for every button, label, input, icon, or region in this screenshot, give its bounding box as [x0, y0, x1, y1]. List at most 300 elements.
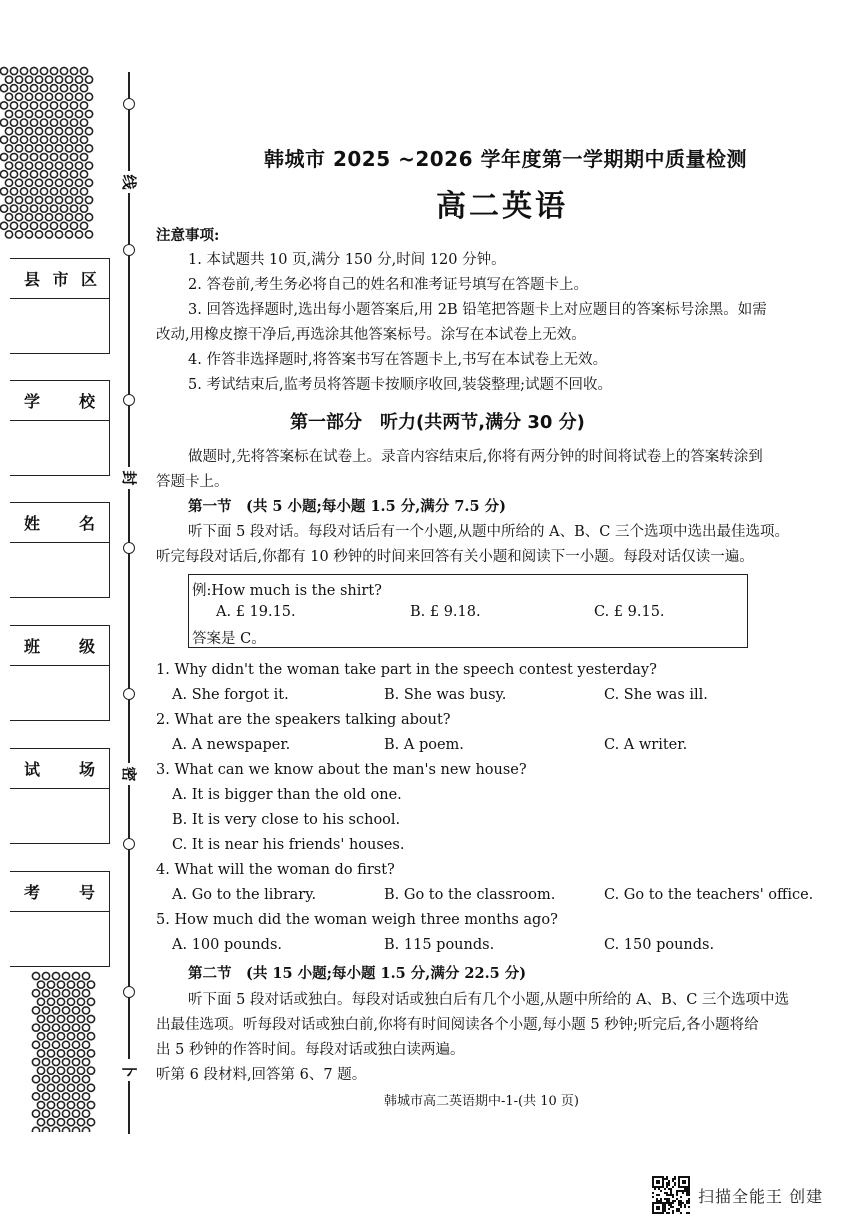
dot-mark	[45, 196, 52, 203]
dot-mark	[82, 972, 89, 979]
dot-mark	[82, 990, 89, 997]
dot-mark	[80, 222, 87, 229]
field-box[interactable]	[10, 789, 109, 843]
dot-mark	[72, 1110, 79, 1117]
dot-mark	[35, 162, 42, 169]
dot-mark	[5, 76, 12, 83]
dot-mark	[75, 179, 82, 186]
dot-mark	[35, 93, 42, 100]
dot-mark	[87, 1033, 94, 1040]
dot-mark	[80, 153, 87, 160]
dot-mark	[80, 67, 87, 74]
dot-mark	[30, 171, 37, 178]
dot-mark	[75, 214, 82, 221]
dot-mark	[67, 1067, 74, 1074]
dot-mark	[67, 1033, 74, 1040]
dot-mark	[65, 196, 72, 203]
dot-mark	[30, 85, 37, 92]
dot-mark	[35, 110, 42, 117]
dot-mark	[35, 76, 42, 83]
dot-mark	[0, 102, 7, 109]
binding-circle-icon	[123, 542, 135, 554]
dot-mark	[70, 188, 77, 195]
dot-mark	[72, 1058, 79, 1065]
dot-mark	[47, 998, 54, 1005]
dot-mark	[52, 990, 59, 997]
dot-mark	[52, 1093, 59, 1100]
dot-mark	[60, 102, 67, 109]
dot-mark	[25, 93, 32, 100]
dot-mark	[20, 171, 27, 178]
dot-mark	[85, 196, 92, 203]
dot-mark	[20, 136, 27, 143]
dot-mark	[10, 136, 17, 143]
dot-mark	[60, 205, 67, 212]
dot-mark	[77, 1033, 84, 1040]
dot-mark	[75, 93, 82, 100]
dot-mark	[50, 136, 57, 143]
dot-mark	[37, 1084, 44, 1091]
notice-item: 4. 作答非选择题时,将答案书写在答题卡上,书写在本试卷上无效。	[188, 352, 608, 368]
dot-mark	[32, 990, 39, 997]
dot-mark	[57, 1067, 64, 1074]
dot-mark	[62, 1058, 69, 1065]
dot-mark	[85, 128, 92, 135]
dot-mark	[15, 110, 22, 117]
dot-mark	[65, 162, 72, 169]
dot-mark	[72, 1007, 79, 1014]
option-b: B. She was busy.	[384, 687, 507, 703]
binding-char: 密	[117, 763, 141, 785]
dot-mark	[50, 67, 57, 74]
dot-mark	[10, 102, 17, 109]
option-b: B. 115 pounds.	[384, 937, 495, 953]
dot-mark	[42, 972, 49, 979]
dot-mark	[40, 171, 47, 178]
dot-mark	[35, 231, 42, 238]
section1-desc: 听下面 5 段对话。每段对话后有一个小题,从题中所给的 A、B、C 三个选项中选出最佳选项。	[188, 524, 789, 540]
section1-desc: 听完每段对话后,你都有 10 秒钟的时间来回答有关小题和阅读下一小题。每段对话仅读一遍。	[156, 549, 754, 565]
dot-mark	[67, 1119, 74, 1126]
question-text: 4. What will the woman do first?	[156, 862, 395, 878]
section1-title: 第一节 (共 5 小题;每小题 1.5 分,满分 7.5 分)	[188, 498, 506, 515]
example-option: A. £ 19.15.	[216, 604, 296, 620]
dot-mark	[70, 119, 77, 126]
dot-mark	[47, 1101, 54, 1108]
dot-mark	[0, 222, 7, 229]
dot-mark	[57, 1084, 64, 1091]
dot-mark	[0, 85, 7, 92]
dot-mark	[55, 196, 62, 203]
dot-mark	[50, 153, 57, 160]
dot-mark	[37, 998, 44, 1005]
dot-mark	[10, 205, 17, 212]
dot-mark	[72, 1093, 79, 1100]
dot-mark	[15, 179, 22, 186]
dot-mark	[87, 1084, 94, 1091]
dot-mark	[10, 188, 17, 195]
dot-pattern-top	[0, 66, 110, 241]
field-label: 名	[78, 514, 95, 533]
dot-mark	[82, 1076, 89, 1083]
dot-mark	[72, 1076, 79, 1083]
notice-item: 1. 本试题共 10 页,满分 150 分,时间 120 分钟。	[188, 252, 506, 268]
dot-mark	[50, 85, 57, 92]
dot-mark	[57, 981, 64, 988]
dot-mark	[15, 93, 22, 100]
dot-mark	[47, 1067, 54, 1074]
binding-char: 封	[117, 467, 141, 489]
option-c: C. 150 pounds.	[604, 937, 715, 953]
dot-mark	[40, 222, 47, 229]
dot-mark	[32, 1007, 39, 1014]
dot-mark	[37, 1033, 44, 1040]
dot-mark	[37, 1015, 44, 1022]
page-footer: 韩城市高二英语期中-1-(共 10 页)	[384, 1094, 580, 1109]
dot-mark	[77, 998, 84, 1005]
dot-mark	[72, 1024, 79, 1031]
dot-mark	[10, 67, 17, 74]
dot-mark	[35, 145, 42, 152]
dot-mark	[32, 1024, 39, 1031]
field-class	[10, 625, 110, 721]
dot-mark	[37, 981, 44, 988]
section2-desc: 出 5 秒钟的作答时间。每段对话或独白读两遍。	[156, 1042, 465, 1058]
dot-mark	[25, 196, 32, 203]
dot-mark	[20, 153, 27, 160]
dot-mark	[15, 145, 22, 152]
field-box[interactable]	[10, 666, 109, 720]
dot-mark	[70, 136, 77, 143]
field-box[interactable]	[10, 421, 109, 475]
dot-mark	[75, 162, 82, 169]
dot-mark	[45, 145, 52, 152]
dot-mark	[15, 231, 22, 238]
dot-mark	[62, 1127, 69, 1132]
dot-mark	[10, 85, 17, 92]
dot-mark	[20, 188, 27, 195]
dot-mark	[60, 153, 67, 160]
field-exam-number	[10, 871, 110, 967]
dot-mark	[67, 1050, 74, 1057]
dot-mark	[52, 1041, 59, 1048]
dot-mark	[25, 110, 32, 117]
dot-mark	[15, 76, 22, 83]
dot-mark	[52, 1007, 59, 1014]
option-a: A. She forgot it.	[172, 687, 289, 703]
dot-mark	[77, 1015, 84, 1022]
dot-mark	[70, 171, 77, 178]
dot-mark	[72, 1127, 79, 1132]
option-b: B. A poem.	[384, 737, 464, 753]
dot-mark	[67, 1101, 74, 1108]
option-c: C. It is near his friends' houses.	[172, 837, 405, 853]
field-label: 试	[24, 760, 41, 779]
dot-mark	[80, 171, 87, 178]
dot-mark	[5, 196, 12, 203]
dot-mark	[67, 981, 74, 988]
dot-mark	[55, 179, 62, 186]
option-a: A. It is bigger than the old one.	[172, 787, 402, 803]
dot-mark	[60, 85, 67, 92]
dot-mark	[60, 171, 67, 178]
dot-mark	[45, 76, 52, 83]
dot-mark	[70, 102, 77, 109]
dot-mark	[62, 1093, 69, 1100]
binding-circle-icon	[123, 688, 135, 700]
field-county	[10, 258, 110, 354]
dot-mark	[70, 67, 77, 74]
dot-mark	[5, 145, 12, 152]
dot-mark	[5, 214, 12, 221]
field-label: 学	[24, 392, 41, 411]
dot-mark	[20, 205, 27, 212]
dot-mark	[35, 128, 42, 135]
binding-circle-icon	[123, 986, 135, 998]
dot-mark	[42, 1041, 49, 1048]
dot-mark	[0, 136, 7, 143]
dot-mark	[52, 1024, 59, 1031]
dot-mark	[37, 1050, 44, 1057]
field-label: 场	[78, 760, 95, 779]
dot-mark	[75, 231, 82, 238]
dot-mark	[65, 145, 72, 152]
dot-mark	[62, 1024, 69, 1031]
dot-mark	[15, 128, 22, 135]
dot-mark	[40, 67, 47, 74]
qr-code-icon	[652, 1176, 690, 1214]
field-exam-room	[10, 748, 110, 844]
field-box[interactable]	[10, 299, 109, 353]
dot-mark	[62, 1110, 69, 1117]
binding-char: 卜	[117, 1059, 141, 1081]
dot-mark	[30, 153, 37, 160]
dot-mark	[42, 1127, 49, 1132]
dot-mark	[30, 136, 37, 143]
binding-char: 线	[117, 171, 141, 193]
notice-item: 5. 考试结束后,监考员将答题卡按顺序收回,装袋整理;试题不回收。	[188, 377, 613, 393]
dot-mark	[15, 162, 22, 169]
dot-mark	[77, 1067, 84, 1074]
dot-mark	[77, 1119, 84, 1126]
dot-mark	[87, 1050, 94, 1057]
dot-mark	[55, 162, 62, 169]
option-a: A. 100 pounds.	[172, 937, 282, 953]
dot-mark	[52, 1127, 59, 1132]
dot-mark	[70, 153, 77, 160]
dot-mark	[67, 998, 74, 1005]
dot-mark	[62, 1076, 69, 1083]
dot-mark	[55, 145, 62, 152]
dot-mark	[55, 214, 62, 221]
dot-mark	[32, 1076, 39, 1083]
dot-mark	[45, 214, 52, 221]
binding-circle-icon	[123, 394, 135, 406]
dot-mark	[85, 231, 92, 238]
dot-mark	[10, 119, 17, 126]
dot-mark	[52, 972, 59, 979]
dot-mark	[52, 1076, 59, 1083]
dot-mark	[80, 102, 87, 109]
dot-mark	[85, 93, 92, 100]
dot-mark	[65, 128, 72, 135]
dot-mark	[47, 981, 54, 988]
field-label: 市	[52, 270, 69, 289]
question-text: 3. What can we know about the man's new house?	[156, 762, 527, 778]
part1-intro: 答题卡上。	[156, 474, 229, 490]
dot-mark	[60, 67, 67, 74]
dot-mark	[55, 93, 62, 100]
dot-mark	[5, 110, 12, 117]
field-label: 班	[24, 637, 41, 656]
option-c: C. Go to the teachers' office.	[604, 887, 814, 903]
dot-mark	[0, 67, 7, 74]
section2-title: 第二节 (共 15 小题;每小题 1.5 分,满分 22.5 分)	[188, 965, 527, 982]
binding-circle-icon	[123, 838, 135, 850]
dot-mark	[32, 1127, 39, 1132]
watermark-text: 扫描全能王 创建	[698, 1186, 824, 1206]
dot-mark	[75, 145, 82, 152]
exam-title: 韩城市 2025 ~2026 学年度第一学期期中质量检测	[264, 147, 747, 171]
dot-mark	[25, 145, 32, 152]
dot-mark	[62, 1041, 69, 1048]
option-b: B. Go to the classroom.	[384, 887, 556, 903]
field-label: 区	[80, 270, 97, 289]
dot-mark	[42, 1007, 49, 1014]
dot-mark	[50, 119, 57, 126]
dot-mark	[10, 171, 17, 178]
dot-mark	[0, 119, 7, 126]
dot-mark	[20, 222, 27, 229]
field-box[interactable]	[10, 912, 109, 966]
dot-mark	[60, 119, 67, 126]
dot-mark	[55, 76, 62, 83]
dot-mark	[42, 1076, 49, 1083]
dot-mark	[45, 93, 52, 100]
dot-mark	[65, 76, 72, 83]
question-text: 1. Why didn't the woman take part in the speech contest yesterday?	[156, 662, 657, 678]
dot-mark	[30, 102, 37, 109]
field-label: 校	[78, 392, 95, 411]
dot-mark	[80, 205, 87, 212]
dot-mark	[77, 981, 84, 988]
dot-mark	[25, 76, 32, 83]
section2-material: 听第 6 段材料,回答第 6、7 题。	[156, 1067, 367, 1083]
dot-mark	[5, 128, 12, 135]
notice-item: 2. 答卷前,考生务必将自己的姓名和准考证号填写在答题卡上。	[188, 277, 589, 293]
dot-mark	[62, 972, 69, 979]
dot-mark	[82, 1024, 89, 1031]
dot-mark	[42, 1058, 49, 1065]
dot-mark	[0, 205, 7, 212]
dot-mark	[40, 102, 47, 109]
dot-mark	[45, 231, 52, 238]
dot-mark	[35, 214, 42, 221]
dot-mark	[32, 1093, 39, 1100]
dot-mark	[32, 1110, 39, 1117]
dot-mark	[85, 214, 92, 221]
dot-mark	[10, 222, 17, 229]
dot-mark	[65, 110, 72, 117]
dot-mark	[0, 153, 7, 160]
dot-mark	[30, 119, 37, 126]
dot-mark	[37, 1119, 44, 1126]
dot-mark	[85, 145, 92, 152]
dot-mark	[65, 93, 72, 100]
dot-mark	[87, 1067, 94, 1074]
option-b: B. It is very close to his school.	[172, 812, 401, 828]
dot-mark	[40, 153, 47, 160]
question-text: 5. How much did the woman weigh three months ago?	[156, 912, 558, 928]
dot-mark	[72, 990, 79, 997]
dot-mark	[80, 136, 87, 143]
dot-mark	[57, 1033, 64, 1040]
dot-mark	[87, 1015, 94, 1022]
dot-mark	[52, 1058, 59, 1065]
dot-mark	[65, 179, 72, 186]
option-a: A. A newspaper.	[172, 737, 291, 753]
dot-mark	[87, 1101, 94, 1108]
dot-mark	[87, 998, 94, 1005]
binding-circle-icon	[123, 98, 135, 110]
dot-mark	[60, 222, 67, 229]
dot-mark	[47, 1015, 54, 1022]
dot-mark	[47, 1050, 54, 1057]
dot-mark	[72, 972, 79, 979]
dot-mark	[85, 179, 92, 186]
example-option: B. £ 9.18.	[410, 604, 481, 620]
dot-mark	[5, 179, 12, 186]
dot-mark	[47, 1119, 54, 1126]
option-a: A. Go to the library.	[172, 887, 317, 903]
dot-mark	[37, 1067, 44, 1074]
dot-mark	[75, 128, 82, 135]
scanner-watermark	[652, 1176, 823, 1214]
dot-mark	[55, 128, 62, 135]
dot-mark	[32, 1041, 39, 1048]
dot-mark	[57, 1050, 64, 1057]
dot-mark	[30, 205, 37, 212]
dot-mark	[52, 1110, 59, 1117]
dot-mark	[60, 136, 67, 143]
example-question: 例:How much is the shirt?	[192, 583, 382, 599]
dot-mark	[67, 1084, 74, 1091]
dot-mark	[50, 205, 57, 212]
dot-mark	[25, 179, 32, 186]
dot-mark	[10, 153, 17, 160]
dot-mark	[55, 110, 62, 117]
field-label: 考	[24, 883, 41, 902]
dot-mark	[87, 1119, 94, 1126]
dot-mark	[82, 1093, 89, 1100]
dot-mark	[60, 188, 67, 195]
dot-mark	[72, 1041, 79, 1048]
example-option: C. £ 9.15.	[594, 604, 665, 620]
dot-mark	[40, 136, 47, 143]
dot-mark	[40, 119, 47, 126]
dot-mark	[30, 222, 37, 229]
field-box[interactable]	[10, 543, 109, 597]
part1-title: 第一部分 听力(共两节,满分 30 分)	[290, 412, 585, 433]
dot-mark	[55, 231, 62, 238]
dot-mark	[57, 998, 64, 1005]
dot-mark	[25, 214, 32, 221]
field-name	[10, 502, 110, 598]
dot-mark	[57, 1015, 64, 1022]
dot-mark	[50, 171, 57, 178]
dot-mark	[25, 128, 32, 135]
notice-item: 改动,用橡皮擦干净后,再选涂其他答案标号。涂写在本试卷上无效。	[156, 327, 586, 343]
